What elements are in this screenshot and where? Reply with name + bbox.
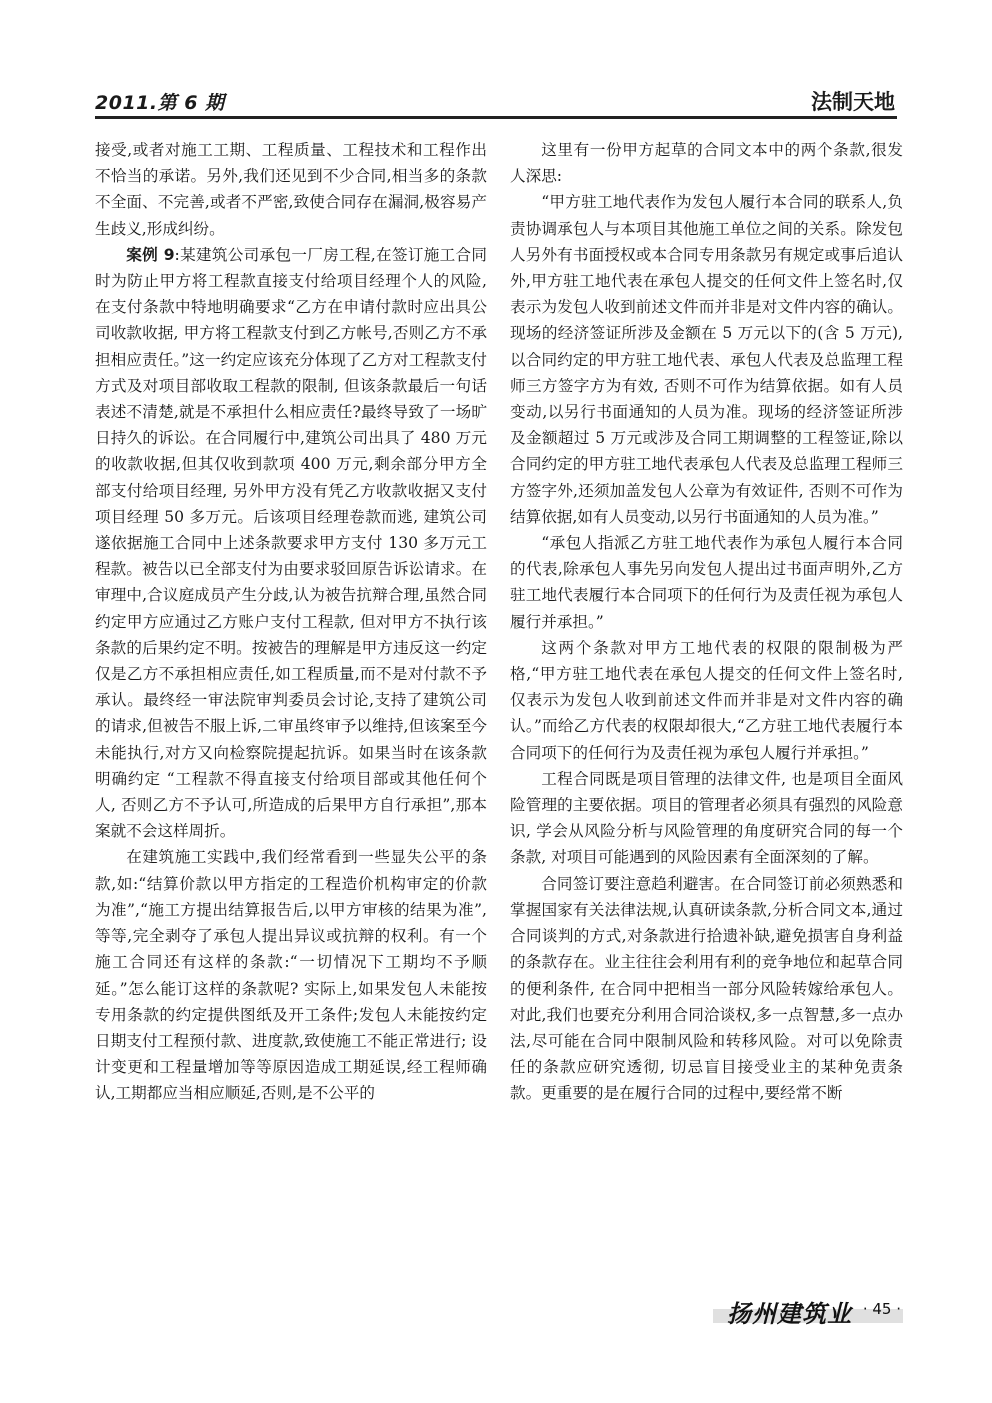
page-footer	[713, 1294, 903, 1328]
page-number: · 45 ·	[862, 1300, 901, 1318]
quoted-clause: “承包人指派乙方驻工地代表作为承包人履行本合同的代表,除承包人事先另向发包人提出过书面声明外,乙方驻工地代表履行本合同项下的任何行为及责任视为承包人履行并承担。”	[510, 534, 903, 631]
paragraph: 合同签订要注意趋利避害。在合同签订前必须熟悉和掌握国家有关法律法规,认真研读条款,分析合同文本,通过合同谈判的方式,对条款进行拾遗补缺,避免损害自身利益的条款存在。业主往往会利用有利的竞争地位和起草合同的便利条件, 在合同中把相当一部分风险转嫁给承包人。对此,我们也要充分利用合同洽谈权,多一点智慧,多一点办法,尽可能在合同中限制风险和转移风险。对可以免除责任的条款应研究透彻, 切忌盲目接受业主的某种免责条款。更重要的是在履行合同的过程中,要经常不断	[510, 874, 903, 1103]
section-title: 法制天地	[811, 90, 895, 114]
quoted-clause: “甲方驻工地代表作为发包人履行本合同的联系人,负责协调承包人与本项目其他施工单位之间的关系。除发包人另外有书面授权或本合同专用条款另有规定或事后追认外,甲方驻工地代表在承包人提交的任何文件上签名时,仅表示为发包人收到前述文件而并非是对文件内容的确认。现场的经济签证所涉及金额在 5 万元以下的(含 5 万元),以合同约定的甲方驻工地代表、承包人代表及总监理工程师三方签字方为有效, 否则不可作为结算依据。如有人员变动,以另行书面通知的人员为准。现场的经济签证所涉及金额超过 5 万元或涉及合同工期调整的工程签证,除以合同约定的甲方驻工地代表承包人代表及总监理工程师三方签字外,还须加盖发包人公章为有效证件, 否则不可作为结算依据,如有人员变动,以另行书面通知的人员为准。”	[510, 193, 903, 526]
paragraph: 这两个条款对甲方工地代表的权限的限制极为严格,“甲方驻工地代表在承包人提交的任何文件上签名时, 仅表示为发包人收到前述文件而并非是对文件内容的确认。”而给乙方代表的权限却很大,“乙方驻工地代表履行本合同项下的任何行为及责任视为承包人履行并承担。”	[510, 638, 903, 762]
paragraph: 这里有一份甲方起草的合同文本中的两个条款,很发人深思:	[510, 141, 903, 186]
magazine-logo: 扬州建筑业	[727, 1299, 852, 1328]
case-paragraph	[95, 242, 487, 845]
case-label: 案例 9	[126, 245, 175, 264]
paragraph: 工程合同既是项目管理的法律文件, 也是项目全面风险管理的主要依据。项目的管理者必须具有强烈的风险意识, 学会从风险分析与风险管理的角度研究合同的每一个条款, 对项目可能遇到的风险因素有全面深刻的了解。	[510, 769, 903, 867]
right-column	[510, 137, 903, 1267]
left-column	[95, 137, 487, 1267]
paragraph: 接受,或者对施工工期、工程质量、工程技术和工程作出不恰当的承诺。另外,我们还见到不少合同,相当多的条款不全面、不完善,或者不严密,致使合同存在漏洞,极容易产生歧义,形成纠纷。	[95, 141, 487, 238]
paragraph: 在建筑施工实践中,我们经常看到一些显失公平的条款,如:“结算价款以甲方指定的工程造价机构审定的价款为准”,“施工方提出结算报告后,以甲方审核的结果为准”,等等,完全剥夺了承包人提出异议或抗辩的权利。有一个施工合同还有这样的条款:“一切情况下工期均不予顺延。”怎么能订这样的条款呢? 实际上,如果发包人未能按专用条款的约定提供图纸及开工条件;发包人未能按约定日期支付工程预付款、进度款,致使施工不能正常进行; 设计变更和工程量增加等等原因造成工期延误,经工程师确认,工期都应当相应顺延,否则,是不公平的	[95, 848, 487, 1103]
case-text: :某建筑公司承包一厂房工程,在签订施工合同时为防止甲方将工程款直接支付给项目经理个人的风险,在支付条款中特地明确要求“乙方在申请付款时应出具公司收款收据, 甲方将工程款支付到乙方帐号,否则乙方不承担相应责任。”这一约定应该充分体现了乙方对工程款支付方式及对项目部收取工程款的限制, 但该条款最后一句话表述不清楚,就是不承担什么相应责任?最终导致了一场旷日持久的诉讼。在合同履行中,建筑公司出具了 480 万元的收款收据,但其仅收到款项 400 万元,剩余部分甲方全部支付给项目经理, 另外甲方没有凭乙方收款收据又支付项目经理 50 多万元。后该项目经理卷款而逃, 建筑公司遂依据施工合同中上述条款要求甲方支付 130 多万元工程款。被告以已全部支付为由要求驳回原告诉讼请求。在审理中,合议庭成员产生分歧,认为被告抗辩合理,虽然合同约定甲方应通过乙方账户支付工程款, 但对甲方不执行该条款的后果约定不明。按被告的理解是甲方违反这一约定仅是乙方不承担相应责任,如工程质量,而不是对付款不予承认。最终经一审法院审判委员会讨论,支持了建筑公司的请求,但被告不服上诉,二审虽终审予以维持,但该案至今未能执行,对方又向检察院提起抗诉。如果当时在该条款明确约定 “工程款不得直接支付给项目部或其他任何个人, 否则乙方不予认可,所造成的后果甲方自行承担”,那本案就不会这样周折。	[95, 245, 487, 841]
page-header	[95, 86, 897, 114]
header-rule	[95, 116, 897, 119]
issue-label: 2011.第 6 期	[95, 92, 225, 114]
